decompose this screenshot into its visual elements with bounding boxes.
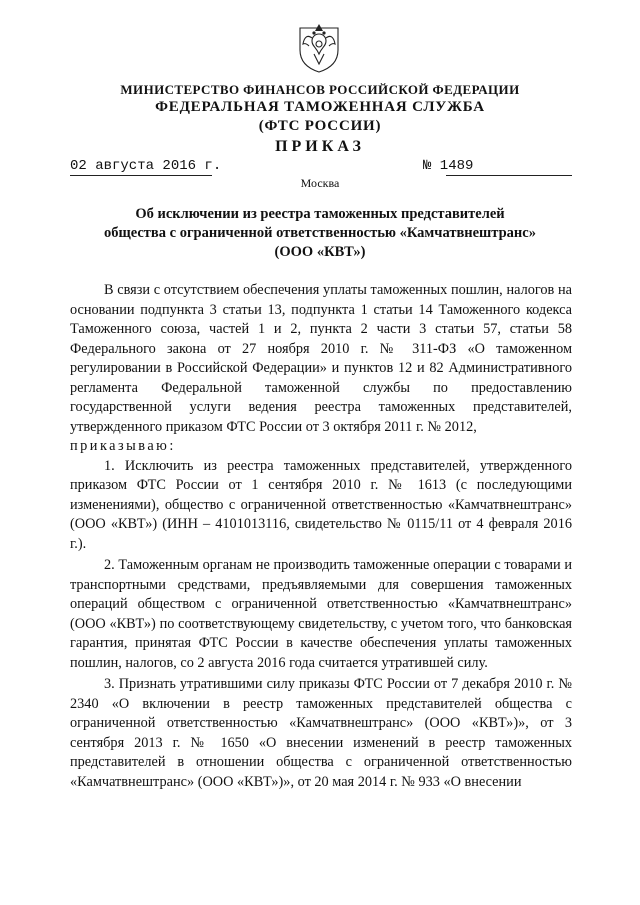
order-date: 02 августа 2016 г. [70, 158, 222, 174]
document-body [70, 281, 572, 792]
document-title [100, 205, 540, 262]
service-short-name: (ФТС РОССИИ) [258, 118, 382, 134]
city: Москва [300, 176, 340, 190]
title-line-1: Об исключении из реестра таможенных представителей [135, 206, 505, 222]
item-3-paragraph: 3. Признать утратившими силу приказы ФТС России от 7 декабря 2010 г. № 2340 «О включении в реестр таможенных представителей общества с ограниченной ответственностью «Камчатвнештранс» (ООО «КВТ»)», от 3 сентября 2013 г. № 1650 «О внесении изменений в реестр таможенных представителей в отношении общества с ограниченной ответственностью «Камчатвнештранс» (ООО «КВТ»)», от 20 мая 2014 г. № 933 «О внесении [70, 676, 572, 790]
title-line-2: общества с ограниченной ответственностью «Камчатвнештранс» [104, 225, 536, 241]
item-1-paragraph: 1. Исключить из реестра таможенных представителей, утвержденного приказом ФТС России от 1 сентября 2010 г. № 1613 (с последующими изменениями), общество с ограниченной ответственностью «Камчатвнештранс» (ООО «КВТ») (ИНН – 4101013116, свидетельство № 0115/11 от 4 февраля 2016 г.). [70, 457, 572, 552]
directive-paragraph [70, 437, 572, 457]
item-2-paragraph: 2. Таможенным органам не производить таможенные операции с товарами и транспортными средствами, предъявляемыми для совершения таможенных операций обществом с ограниченной ответственностью «Камчатвнештранс» (ООО «КВТ») по соответствующему свидетельству, с учетом того, что банковская гарантия, принятая ФТС России в качестве обеспечения уплаты таможенных пошлин, налогов, со 2 августа 2016 года считается утратившей силу. [70, 557, 572, 671]
document-type: ПРИКАЗ [275, 138, 365, 155]
intro-paragraph: В связи с отсутствием обеспечения уплаты таможенных пошлин, налогов на основании подпункта 3 статьи 13, подпункта 1 статьи 14 Таможенного кодекса Таможенного союза, частей 1 и 2, пункта 2 части 3 статьи 57, статьи 58 Федерального закона от 27 ноября 2010 г. № 311-ФЗ «О таможенном регулировании в Российской Федерации» и пунктов 12 и 82 Административного регламента Федеральной таможенной службы по предоставлению государственной услуги ведения реестра таможенных представителей, утвержденного приказом ФТС России от 3 октября 2011 г. № 2012, [70, 282, 572, 435]
ministry-name: МИНИСТЕРСТВО ФИНАНСОВ РОССИЙСКОЙ ФЕДЕРАЦИИ [120, 82, 520, 97]
service-name: ФЕДЕРАЛЬНАЯ ТАМОЖЕННАЯ СЛУЖБА [155, 99, 485, 115]
order-number: № 1489 [423, 158, 474, 174]
title-line-3: (ООО «КВТ») [274, 244, 366, 260]
coat-of-arms-emblem-icon [296, 20, 342, 74]
directive-word: приказываю: [70, 438, 176, 454]
